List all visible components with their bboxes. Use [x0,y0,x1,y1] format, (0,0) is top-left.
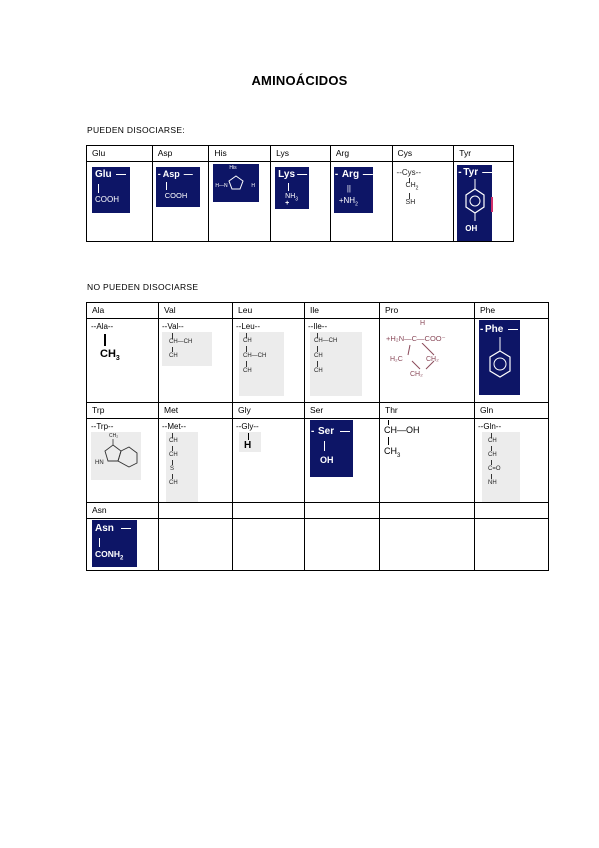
glu-name: Glu [95,169,112,180]
met-l3: S [170,466,175,472]
header-empty [380,503,475,519]
cell-ser [305,419,380,503]
gln-l4: NH [488,480,497,486]
gln-l2: CH [488,452,497,458]
tyr-structure: - Tyr — OH [457,165,492,241]
cell-gln [475,419,549,503]
met-l2: CH [169,452,178,458]
arg-structure: - Arg — || $+NH_2$ [334,167,373,213]
lys-group: NH [285,193,296,200]
header-trp: Trp [87,403,159,419]
header-empty [233,503,305,519]
header-arg: Arg [330,146,392,162]
header-his: His [209,146,271,162]
cell-phe [475,319,549,403]
ile-l2: CH [314,353,323,359]
cys-ch: CH [405,182,416,189]
empty-cell [475,519,549,571]
pro-n: +H₂N—C—COO⁻ [386,334,446,343]
pro-l3: CH₂ [410,371,423,378]
thr-l1: CH—OH [384,425,420,435]
header-asn: Asn [87,503,159,519]
cell-thr [380,419,475,503]
cell-gly [233,419,305,503]
cell-lys [271,162,331,242]
header-thr: Thr [380,403,475,419]
ala-name: --Ala-- [91,322,114,331]
arg-group: +NH [338,196,356,205]
asn-name: Asn [95,523,114,534]
section-label-non-dissociate: NO PUEDEN DISOCIARSE [87,282,199,292]
header-gly: Gly [233,403,305,419]
empty-cell [305,519,380,571]
cell-met [159,419,233,503]
ser-structure: - Ser — OH [310,420,353,477]
cell-asn [87,519,159,571]
lys-name: Lys [278,169,296,180]
header-ile: Ile [305,303,380,319]
val-l1: CH—CH [169,339,193,345]
asp-name: Asp [162,169,180,179]
glu-group: COOH [95,195,119,204]
ser-oh: OH [320,455,334,465]
met-l4: CH [169,480,178,486]
benzene-ring-icon [463,179,487,223]
cell-tyr [454,162,514,242]
cys-name: --Cys-- [396,168,421,177]
asn-structure: Asn — $CONH_2$ [92,520,137,567]
phe-structure: - Phe — [479,320,520,395]
cell-leu [233,319,305,403]
his-structure [213,164,259,202]
asp-group: COOH [164,191,188,200]
cell-val [159,319,233,403]
header-tyr: Tyr [454,146,514,162]
asp-structure: - Asp — COOH [156,167,200,207]
met-l1: CH [169,438,178,444]
cell-ile [305,319,380,403]
asn-group: CONH [95,549,121,559]
header-glu: Glu [87,146,153,162]
pro-l2: CH₂ [426,356,439,363]
gln-name: --Gln-- [478,422,502,431]
lys-sub: 3 [295,196,299,203]
table-non-dissociate [86,302,549,571]
cell-trp [87,419,159,503]
his-right: H [251,183,256,189]
arg-sub: 2 [355,201,358,208]
trp-hn: HN [95,460,104,466]
tyr-marker [491,197,493,212]
phe-name: Phe [485,324,504,335]
thr-l2: CH [384,446,397,456]
header-gln: Gln [475,403,549,419]
cys-sub: 2 [415,185,419,192]
ile-l3: CH [314,368,323,374]
lys-charge: + [285,200,290,207]
imidazole-ring-icon [227,175,245,191]
tyr-oh: OH [465,224,478,233]
pro-l1: H₂C [390,356,403,363]
empty-cell [233,519,305,571]
page-title: AMINOÁCIDOS [251,73,348,88]
arg-bond: || [346,184,351,193]
cys-sh: SH [405,199,416,206]
cell-ala [87,319,159,403]
lys-structure: Lys — $NH_3$ + [275,167,309,209]
header-leu: Leu [233,303,305,319]
cell-asp [152,162,209,242]
ala-group: CH [100,348,116,360]
header-asp: Asp [152,146,209,162]
tyr-name: Tyr [463,167,479,178]
ser-name: Ser [318,426,335,437]
his-left: H—N [215,183,228,189]
cell-glu [87,162,153,242]
arg-name: Arg [341,169,360,180]
cell-cys [392,162,454,242]
gly-name: --Gly-- [236,422,259,431]
ile-name: --Ile-- [308,322,328,331]
empty-cell [380,519,475,571]
header-ala: Ala [87,303,159,319]
empty-cell [159,519,233,571]
gln-l1: CH [488,438,497,444]
val-l2: CH [169,353,178,359]
trp-ch: CH₂ [109,433,119,439]
leu-l1: CH [243,338,252,344]
leu-l2: CH—CH [243,353,267,359]
header-val: Val [159,303,233,319]
ala-sub: 3 [115,355,120,363]
cell-pro [380,319,475,403]
trp-name: --Trp-- [91,422,114,431]
gln-l3: C=O [488,466,501,472]
leu-name: --Leu-- [236,322,261,331]
pro-h: H [420,320,426,327]
thr-sub: 3 [397,452,401,459]
header-phe: Phe [475,303,549,319]
gly-h: H [244,440,252,451]
header-ser: Ser [305,403,380,419]
val-name: --Val-- [162,322,184,331]
header-lys: Lys [271,146,331,162]
his-top: His [229,165,237,171]
table-dissociate [86,145,514,242]
indole-ring-icon [97,439,139,475]
header-pro: Pro [380,303,475,319]
header-empty [305,503,380,519]
header-cys: Cys [392,146,454,162]
header-met: Met [159,403,233,419]
section-label-dissociate: PUEDEN DISOCIARSE: [87,125,185,135]
cell-arg [330,162,392,242]
met-name: --Met-- [162,422,186,431]
cell-his [209,162,271,242]
ile-l1: CH—CH [314,338,338,344]
leu-l3: CH [243,368,252,374]
header-empty [159,503,233,519]
asn-sub: 2 [120,555,124,562]
header-empty [475,503,549,519]
benzene-ring-icon [487,337,513,387]
glu-structure: Glu — COOH [92,167,130,213]
